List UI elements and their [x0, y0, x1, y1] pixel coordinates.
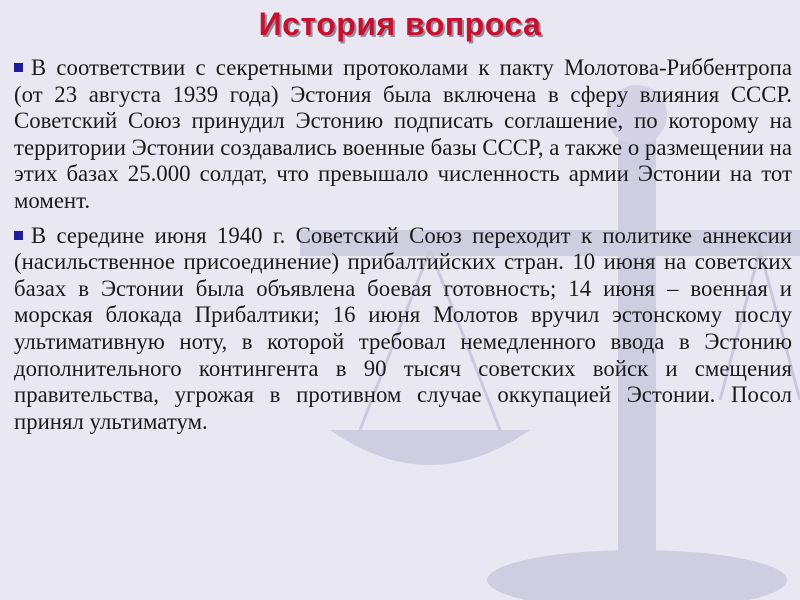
bullet-text-2: В середине июня 1940 г. Советский Союз переходит к политике аннексии (насильственное присоединение) прибалтийских стран. 10 июня на советских базах в Эстонии была объявлена боевая готовность; 14 июня – военная и морская блокада Прибалтики; 16 июня Молотов вручил эстонскому послу ультимативную ноту, в которой требовал немедленного ввода в Эстонию дополнительного контингента в 90 тысяч советских войск и смещения правительства, угрожая в противном случае оккупацией Эстонии. Посол принял ультиматум. — [14, 222, 792, 434]
bullet-paragraph-2 — [14, 223, 792, 436]
bullet-text-1: В соответствии с секретными протоколами к пакту Молотова-Риббентропа (от 23 августа 1939 года) Эстония была включена в сферу влияния СССР. Советский Союз принудил Эстонию подписать соглашение, по которому на территории Эстонии создавались военные базы СССР, а также о размещении на этих базах 25.000 солдат, что превышало численность армии Эстонии на тот момент. — [14, 55, 792, 213]
square-bullet-icon — [14, 63, 23, 72]
bullet-paragraph-1 — [14, 55, 792, 215]
slide-content — [14, 55, 792, 443]
square-bullet-icon — [14, 231, 23, 240]
slide-title: История вопроса — [258, 6, 542, 42]
